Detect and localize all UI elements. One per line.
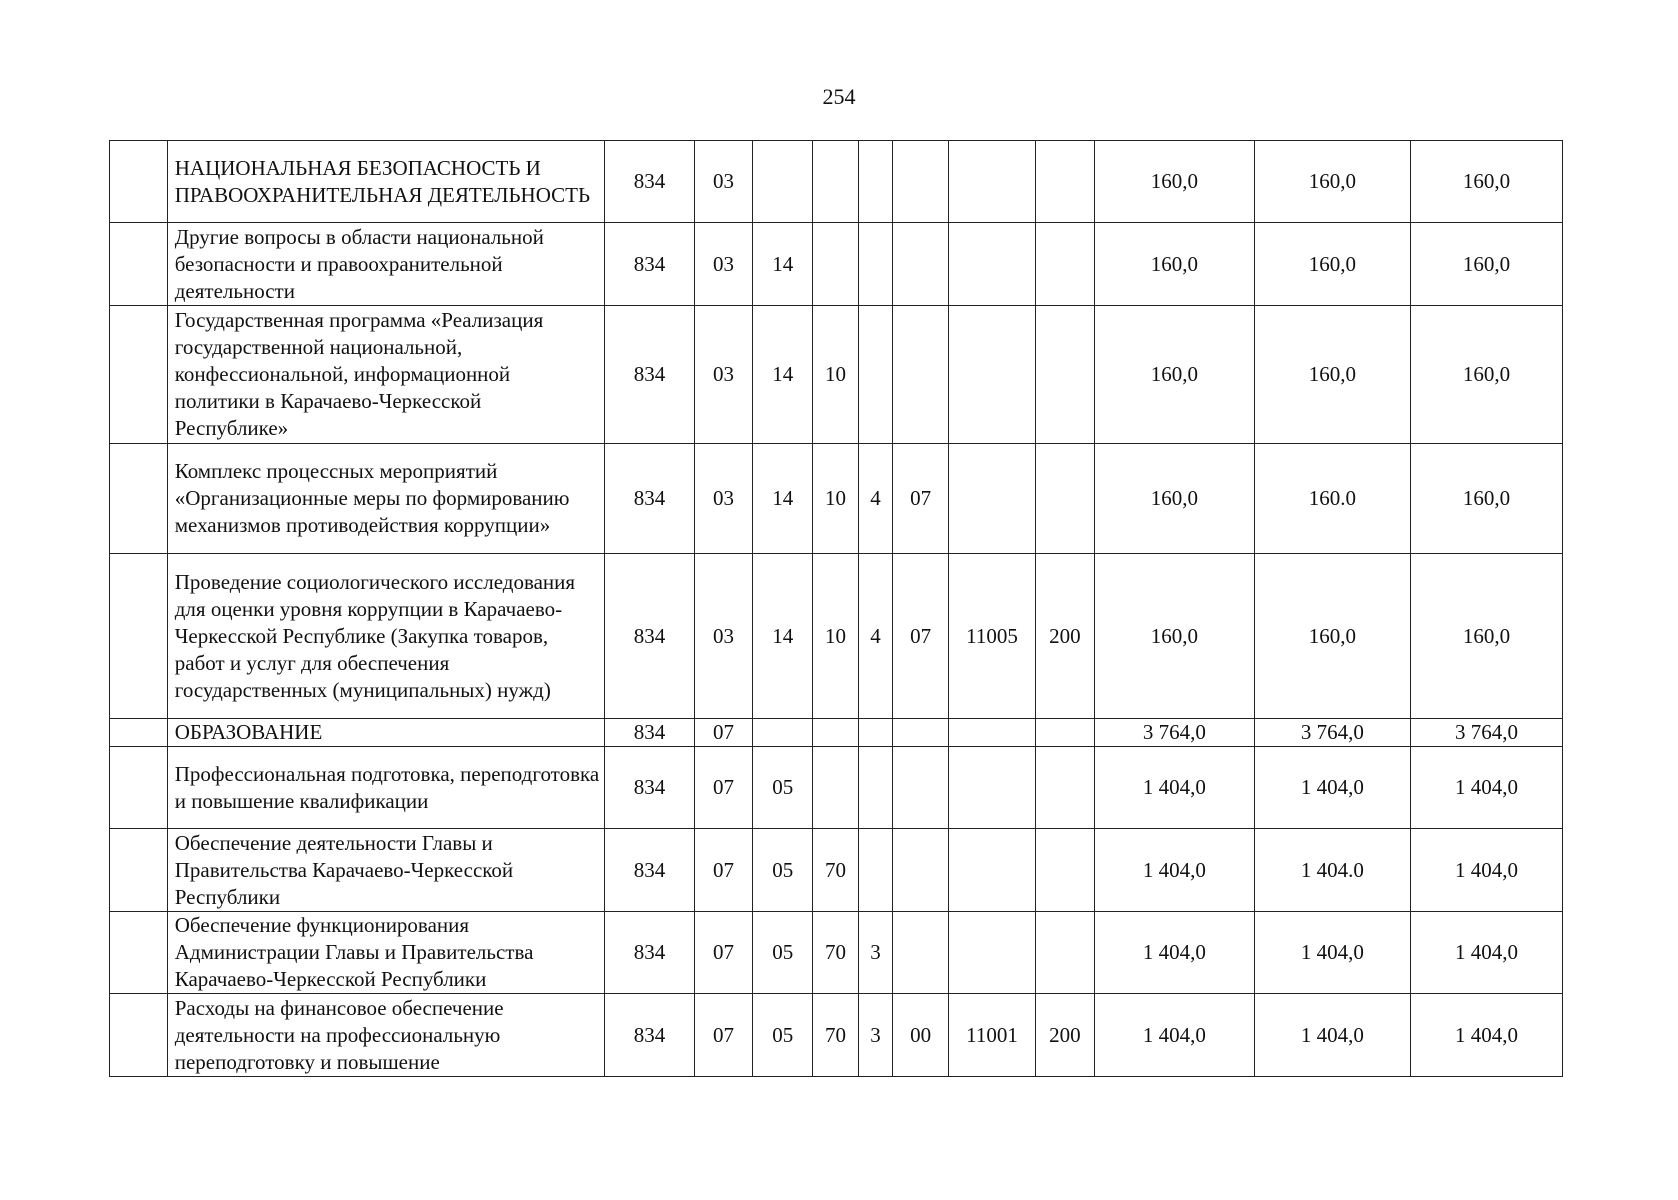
row-number-cell xyxy=(110,994,168,1077)
table-row xyxy=(110,719,1563,747)
subprogram-code: 4 xyxy=(858,444,892,554)
row-name: Другие вопросы в области национальной безопасности и правоохранительной деятельности xyxy=(167,223,605,306)
subprogram-code: 3 xyxy=(858,912,892,994)
expense-type-code xyxy=(1036,444,1095,554)
ved-code: 834 xyxy=(605,719,694,747)
direction-code xyxy=(948,912,1035,994)
measure-code: 07 xyxy=(893,554,949,719)
amount-year-3: 1 404,0 xyxy=(1410,994,1562,1077)
subsection-code: 05 xyxy=(753,829,813,912)
subsection-code: 05 xyxy=(753,994,813,1077)
section-code: 03 xyxy=(694,223,753,306)
section-code: 03 xyxy=(694,444,753,554)
row-name: НАЦИОНАЛЬНАЯ БЕЗОПАСНОСТЬ И ПРАВООХРАНИТЕЛЬНАЯ ДЕЯТЕЛЬНОСТЬ xyxy=(167,141,605,223)
amount-year-1: 1 404,0 xyxy=(1094,912,1254,994)
amount-year-2: 1 404,0 xyxy=(1254,912,1410,994)
table-row xyxy=(110,223,1563,306)
direction-code xyxy=(948,223,1035,306)
row-number-cell xyxy=(110,141,168,223)
subsection-code: 14 xyxy=(753,444,813,554)
amount-year-1: 1 404,0 xyxy=(1094,829,1254,912)
amount-year-3: 160,0 xyxy=(1410,141,1562,223)
subprogram-code xyxy=(858,829,892,912)
direction-code xyxy=(948,719,1035,747)
subprogram-code xyxy=(858,747,892,829)
subsection-code: 14 xyxy=(753,554,813,719)
row-name: Профессиональная подготовка, переподготовка и повышение квалификации xyxy=(167,747,605,829)
amount-year-2: 3 764,0 xyxy=(1254,719,1410,747)
amount-year-2: 160,0 xyxy=(1254,306,1410,444)
budget-table xyxy=(109,140,1563,1077)
expense-type-code xyxy=(1036,912,1095,994)
direction-code: 11001 xyxy=(948,994,1035,1077)
amount-year-3: 3 764,0 xyxy=(1410,719,1562,747)
direction-code xyxy=(948,141,1035,223)
table-row xyxy=(110,912,1563,994)
expense-type-code xyxy=(1036,141,1095,223)
program-code: 10 xyxy=(813,554,859,719)
amount-year-3: 160,0 xyxy=(1410,223,1562,306)
table-row xyxy=(110,747,1563,829)
measure-code xyxy=(893,719,949,747)
amount-year-3: 1 404,0 xyxy=(1410,829,1562,912)
subprogram-code xyxy=(858,223,892,306)
section-code: 03 xyxy=(694,141,753,223)
table-row xyxy=(110,444,1563,554)
table-row xyxy=(110,994,1563,1077)
program-code: 70 xyxy=(813,994,859,1077)
amount-year-3: 160,0 xyxy=(1410,444,1562,554)
program-code: 10 xyxy=(813,444,859,554)
ved-code: 834 xyxy=(605,141,694,223)
section-code: 03 xyxy=(694,306,753,444)
subsection-code xyxy=(753,719,813,747)
amount-year-1: 160,0 xyxy=(1094,444,1254,554)
subsection-code: 14 xyxy=(753,223,813,306)
direction-code xyxy=(948,444,1035,554)
amount-year-3: 1 404,0 xyxy=(1410,912,1562,994)
subprogram-code: 4 xyxy=(858,554,892,719)
amount-year-3: 1 404,0 xyxy=(1410,747,1562,829)
amount-year-2: 1 404.0 xyxy=(1254,829,1410,912)
expense-type-code xyxy=(1036,719,1095,747)
measure-code: 00 xyxy=(893,994,949,1077)
direction-code xyxy=(948,829,1035,912)
amount-year-2: 160.0 xyxy=(1254,444,1410,554)
row-name: ОБРАЗОВАНИЕ xyxy=(167,719,605,747)
amount-year-1: 3 764,0 xyxy=(1094,719,1254,747)
measure-code xyxy=(893,829,949,912)
ved-code: 834 xyxy=(605,747,694,829)
amount-year-1: 160,0 xyxy=(1094,554,1254,719)
ved-code: 834 xyxy=(605,223,694,306)
expense-type-code: 200 xyxy=(1036,994,1095,1077)
page-number: 254 xyxy=(822,84,856,109)
amount-year-1: 160,0 xyxy=(1094,141,1254,223)
row-name: Государственная программа «Реализация государственной национальной, конфессиональной, информационной политики в Карачаево-Черкесской Республике» xyxy=(167,306,605,444)
amount-year-2: 160,0 xyxy=(1254,141,1410,223)
amount-year-2: 1 404,0 xyxy=(1254,994,1410,1077)
row-number-cell xyxy=(110,444,168,554)
ved-code: 834 xyxy=(605,829,694,912)
amount-year-2: 160,0 xyxy=(1254,554,1410,719)
table-row xyxy=(110,141,1563,223)
ved-code: 834 xyxy=(605,554,694,719)
section-code: 03 xyxy=(694,554,753,719)
section-code: 07 xyxy=(694,994,753,1077)
amount-year-1: 160,0 xyxy=(1094,223,1254,306)
section-code: 07 xyxy=(694,912,753,994)
expense-type-code xyxy=(1036,306,1095,444)
program-code xyxy=(813,223,859,306)
ved-code: 834 xyxy=(605,994,694,1077)
amount-year-3: 160,0 xyxy=(1410,554,1562,719)
program-code xyxy=(813,747,859,829)
row-number-cell xyxy=(110,829,168,912)
ved-code: 834 xyxy=(605,912,694,994)
subprogram-code: 3 xyxy=(858,994,892,1077)
subprogram-code xyxy=(858,141,892,223)
expense-type-code xyxy=(1036,747,1095,829)
subsection-code: 05 xyxy=(753,912,813,994)
measure-code xyxy=(893,306,949,444)
amount-year-1: 1 404,0 xyxy=(1094,994,1254,1077)
expense-type-code xyxy=(1036,223,1095,306)
direction-code xyxy=(948,306,1035,444)
subprogram-code xyxy=(858,306,892,444)
measure-code xyxy=(893,912,949,994)
measure-code xyxy=(893,223,949,306)
row-name: Расходы на финансовое обеспечение деятельности на профессиональную переподготовку и повышение xyxy=(167,994,605,1077)
row-number-cell xyxy=(110,747,168,829)
row-name: Обеспечение функционирования Администрации Главы и Правительства Карачаево-Черкесской Республики xyxy=(167,912,605,994)
program-code: 70 xyxy=(813,912,859,994)
ved-code: 834 xyxy=(605,306,694,444)
measure-code: 07 xyxy=(893,444,949,554)
amount-year-2: 160,0 xyxy=(1254,223,1410,306)
amount-year-1: 160,0 xyxy=(1094,306,1254,444)
section-code: 07 xyxy=(694,829,753,912)
program-code: 10 xyxy=(813,306,859,444)
table-row xyxy=(110,829,1563,912)
table-row xyxy=(110,306,1563,444)
row-name: Комплекс процессных мероприятий «Организационные меры по формированию механизмов противодействия коррупции» xyxy=(167,444,605,554)
row-number-cell xyxy=(110,223,168,306)
subsection-code: 14 xyxy=(753,306,813,444)
table-row xyxy=(110,554,1563,719)
expense-type-code: 200 xyxy=(1036,554,1095,719)
ved-code: 834 xyxy=(605,444,694,554)
program-code: 70 xyxy=(813,829,859,912)
row-name: Обеспечение деятельности Главы и Правительства Карачаево-Черкесской Республики xyxy=(167,829,605,912)
section-code: 07 xyxy=(694,719,753,747)
row-number-cell xyxy=(110,554,168,719)
amount-year-3: 160,0 xyxy=(1410,306,1562,444)
measure-code xyxy=(893,141,949,223)
row-name: Проведение социологического исследования для оценки уровня коррупции в Карачаево-Черкесской Республике (Закупка товаров, работ и услуг для обеспечения государственных (муниципальных) нужд) xyxy=(167,554,605,719)
amount-year-2: 1 404,0 xyxy=(1254,747,1410,829)
program-code xyxy=(813,141,859,223)
amount-year-1: 1 404,0 xyxy=(1094,747,1254,829)
row-number-cell xyxy=(110,719,168,747)
section-code: 07 xyxy=(694,747,753,829)
row-number-cell xyxy=(110,912,168,994)
direction-code: 11005 xyxy=(948,554,1035,719)
program-code xyxy=(813,719,859,747)
subsection-code xyxy=(753,141,813,223)
expense-type-code xyxy=(1036,829,1095,912)
row-number-cell xyxy=(110,306,168,444)
subsection-code: 05 xyxy=(753,747,813,829)
measure-code xyxy=(893,747,949,829)
direction-code xyxy=(948,747,1035,829)
subprogram-code xyxy=(858,719,892,747)
